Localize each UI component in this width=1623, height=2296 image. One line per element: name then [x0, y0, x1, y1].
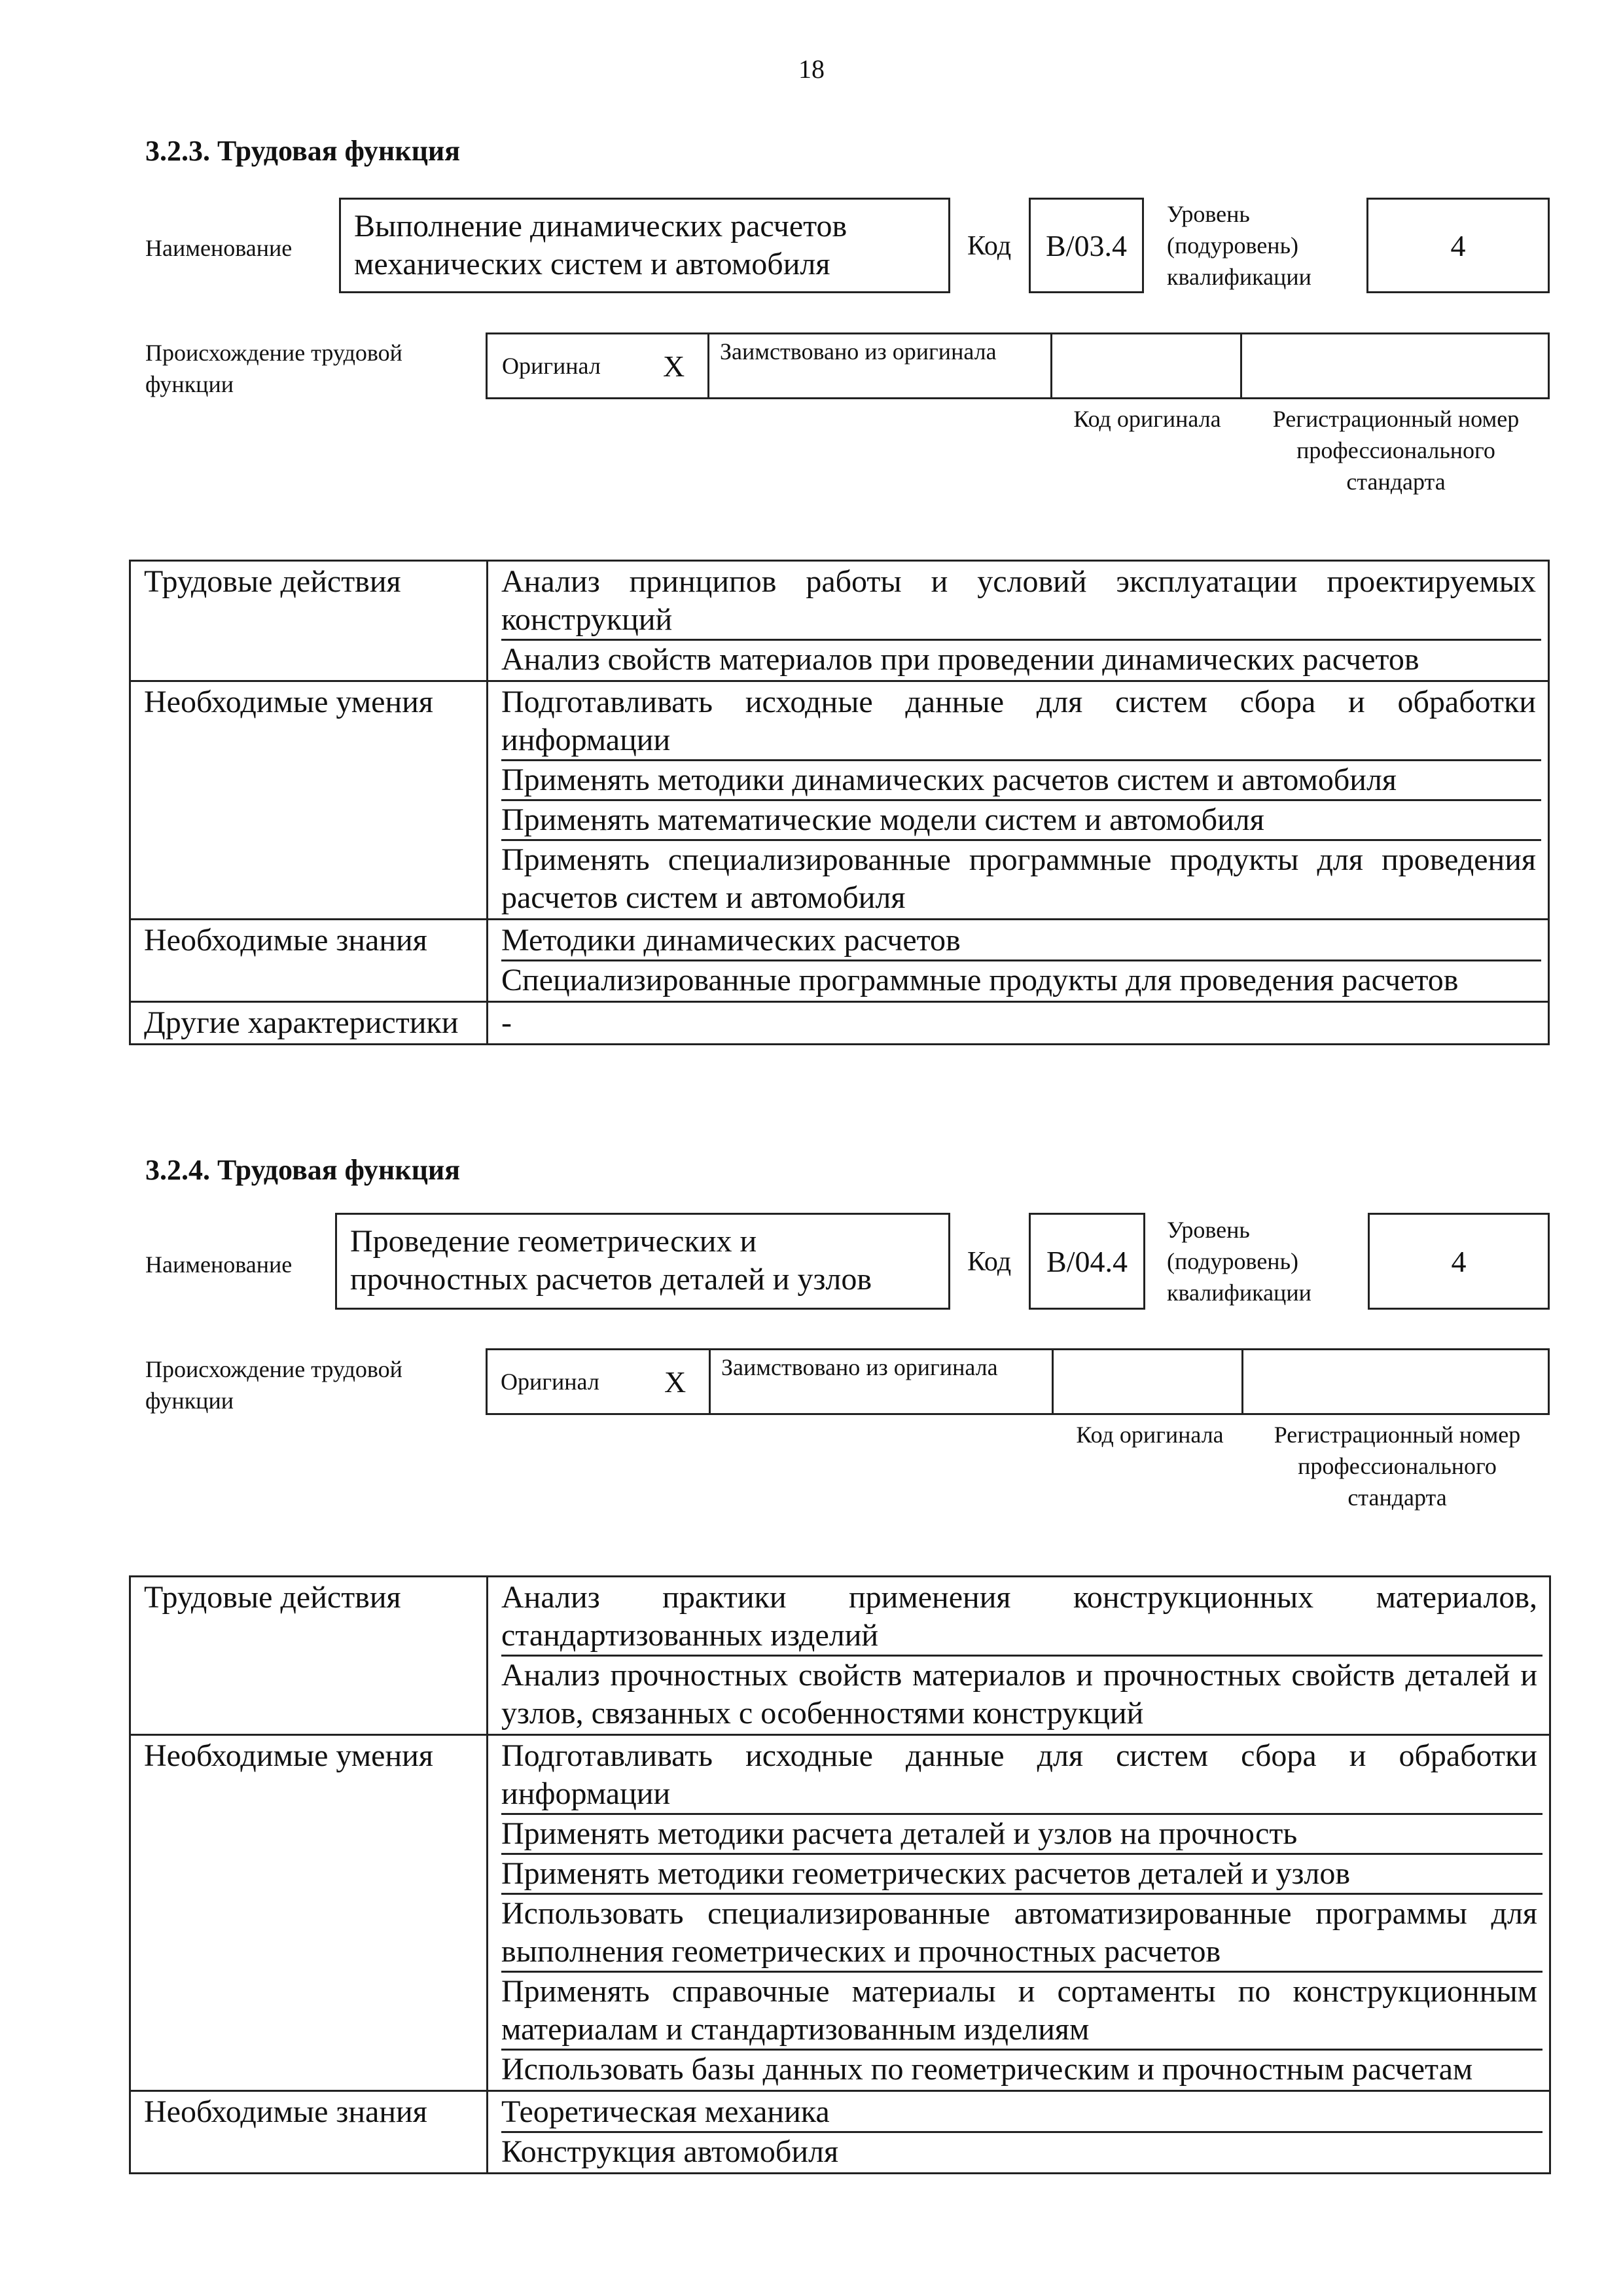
origin-row: [486, 1348, 1550, 1415]
table-row: [130, 2091, 1550, 2174]
row-category: Необходимые знания: [130, 2091, 488, 2174]
original-code-cell: [1054, 1348, 1243, 1415]
level-box: 4: [1368, 1213, 1550, 1310]
list-item: Анализ прочностных свойств материалов и прочностных свойств деталей и узлов, связанных с особенностями конструкций: [501, 1658, 1537, 1731]
name-label: Наименование: [145, 235, 293, 261]
borrowed-cell: [711, 1348, 1054, 1415]
work-function-table: [129, 560, 1550, 1045]
row-items: [488, 2091, 1550, 2174]
row-category: Трудовые действия: [130, 561, 488, 681]
original-cell: [486, 332, 709, 399]
work-function-table: [129, 1575, 1551, 2174]
table-row: [130, 1002, 1549, 1045]
original-mark: X: [663, 350, 685, 383]
function-code-box: B/03.4: [1029, 198, 1144, 293]
row-items: [488, 1735, 1550, 2091]
section-title: 3.2.3. Трудовая функция: [145, 135, 461, 167]
original-label: Оригинал: [502, 353, 601, 379]
level-box: 4: [1366, 198, 1550, 293]
original-label: Оригинал: [501, 1369, 599, 1395]
row-items: [488, 561, 1549, 681]
original-code-cell: [1052, 332, 1242, 399]
borrowed-label: Заимствовано из оригинала: [720, 338, 997, 365]
table-row: [130, 1735, 1550, 2091]
original-code-caption: Код оригинала: [1073, 406, 1221, 432]
table-row: [130, 1577, 1550, 1735]
list-item: Конструкция автомобиля: [501, 2134, 839, 2169]
row-items: [488, 1002, 1549, 1045]
page-number: 18: [798, 54, 825, 84]
list-item: Подготавливать исходные данные для систем сбора и обработки информации: [501, 683, 1541, 761]
row-items: [488, 1577, 1550, 1735]
reg-number-cell: [1243, 1348, 1550, 1415]
list-item: Анализ практики применения конструкционных материалов, стандартизованных изделий: [501, 1579, 1543, 1657]
list-item: Применять математические модели систем и автомобиля: [501, 801, 1541, 841]
table-row: [130, 681, 1549, 920]
reg-number-caption: Регистрационный номер профессионального стандарта: [1272, 406, 1520, 495]
list-item: Использовать специализированные автоматизированные программы для выполнения геометрических и прочностных расчетов: [501, 1895, 1543, 1973]
code-label: Код: [967, 1247, 1012, 1277]
list-item: Применять методики расчета деталей и узлов на прочность: [501, 1815, 1543, 1855]
code-label: Код: [967, 231, 1012, 261]
list-item: Анализ свойств материалов при проведении динамических расчетов: [501, 642, 1419, 677]
reg-number-cell: [1242, 332, 1550, 399]
row-category: Другие характеристики: [130, 1002, 488, 1045]
row-items: [488, 681, 1549, 920]
original-code-caption: Код оригинала: [1076, 1422, 1224, 1448]
borrowed-label: Заимствовано из оригинала: [721, 1354, 998, 1380]
row-category: Необходимые умения: [130, 1735, 488, 2091]
function-name-box: Выполнение динамических расчетов механических систем и автомобиля: [339, 198, 950, 293]
table-row: [130, 920, 1549, 1002]
row-category: Необходимые умения: [130, 681, 488, 920]
function-code-box: B/04.4: [1029, 1213, 1145, 1310]
level-label: Уровень (подуровень) квалификации: [1167, 201, 1311, 290]
row-category: Трудовые действия: [130, 1577, 488, 1735]
list-item: -: [501, 1005, 512, 1040]
list-item: Применять справочные материалы и сортаменты по конструкционным материалам и стандартизованным изделиям: [501, 1973, 1543, 2051]
origin-row: [486, 332, 1550, 399]
row-category: Необходимые знания: [130, 920, 488, 1002]
list-item: Анализ принципов работы и условий эксплуатации проектируемых конструкций: [501, 563, 1541, 641]
origin-label: Происхождение трудовой функции: [145, 340, 402, 397]
section-title: 3.2.4. Трудовая функция: [145, 1154, 461, 1186]
reg-number-caption: Регистрационный номер профессионального стандарта: [1274, 1422, 1521, 1511]
level-label: Уровень (подуровень) квалификации: [1167, 1217, 1311, 1306]
row-items: [488, 920, 1549, 1002]
original-cell: [486, 1348, 711, 1415]
list-item: Подготавливать исходные данные для систем сбора и обработки информации: [501, 1737, 1543, 1815]
list-item: Теоретическая механика: [501, 2093, 1543, 2133]
name-label: Наименование: [145, 1251, 293, 1278]
list-item: Применять методики геометрических расчетов деталей и узлов: [501, 1855, 1543, 1895]
table-row: [130, 561, 1549, 681]
list-item: Применять методики динамических расчетов систем и автомобиля: [501, 761, 1541, 801]
original-mark: X: [664, 1365, 687, 1399]
function-name-box: Проведение геометрических и прочностных расчетов деталей и узлов: [335, 1213, 950, 1310]
list-item: Методики динамических расчетов: [501, 922, 1541, 961]
list-item: Специализированные программные продукты для проведения расчетов: [501, 963, 1459, 997]
list-item: Применять специализированные программные продукты для проведения расчетов систем и автомобиля: [501, 842, 1536, 915]
list-item: Использовать базы данных по геометрическим и прочностным расчетам: [501, 2052, 1473, 2087]
borrowed-cell: [709, 332, 1052, 399]
origin-label: Происхождение трудовой функции: [145, 1356, 402, 1414]
